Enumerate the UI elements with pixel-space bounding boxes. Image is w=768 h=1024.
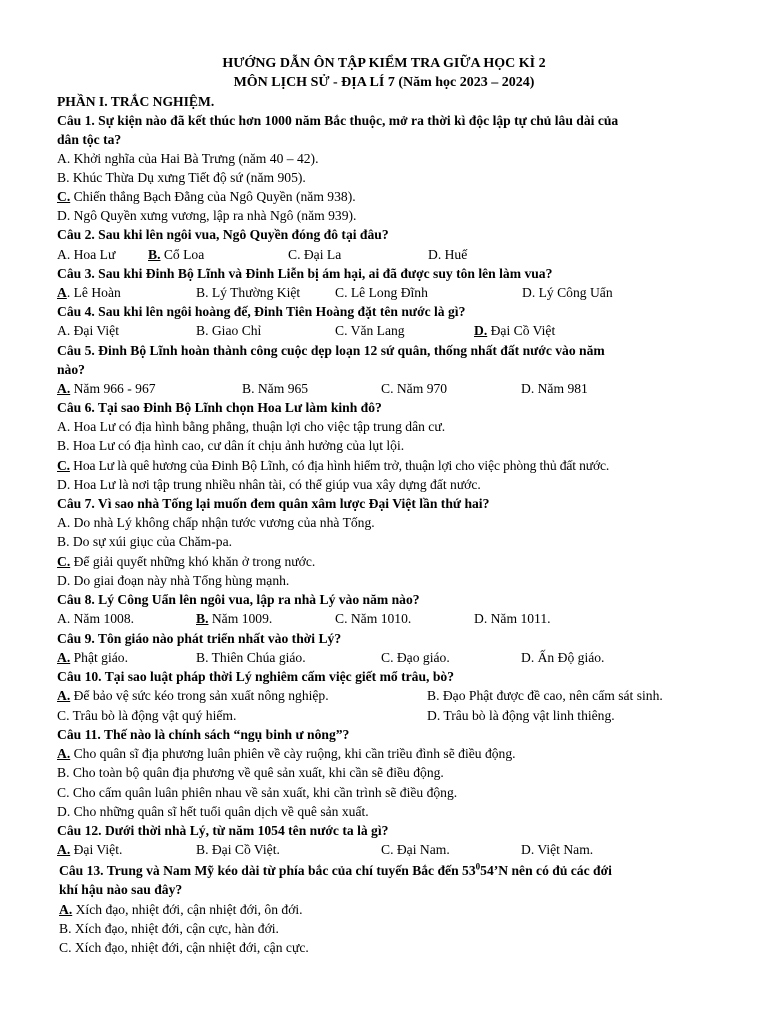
- question-8: Câu 8. Lý Công Uẩn lên ngôi vua, lập ra nhà Lý vào năm nào?: [57, 592, 420, 607]
- option-3a: A. Lê Hoàn: [57, 285, 121, 300]
- option-10a: A. Để bảo vệ sức kéo trong sản xuất nông nghiệp.: [57, 688, 329, 703]
- option-8c: C. Năm 1010.: [335, 611, 412, 626]
- option-8d: D. Năm 1011.: [474, 611, 551, 626]
- option-7b: B. Do sự xúi giục của Chăm-pa.: [57, 534, 232, 549]
- option-11b: B. Cho toàn bộ quân địa phương về quê sản xuất, khi cần sẽ điều động.: [57, 765, 444, 780]
- option-13c: C. Xích đạo, nhiệt đới, cận nhiệt đới, cận cực.: [59, 940, 309, 955]
- option-1a: A. Khởi nghĩa của Hai Bà Trưng (năm 40 – 42).: [57, 151, 319, 166]
- option-1c: C. Chiến thắng Bạch Đằng của Ngô Quyền (năm 938).: [57, 189, 356, 204]
- question-13-line-2: khí hậu nào sau đây?: [59, 882, 183, 897]
- question-13-line-1: Câu 13. Trung và Nam Mỹ kéo dài từ phía bắc của chí tuyến Bắc đến $53^054’N$ nên có đủ các đới: [59, 861, 612, 878]
- option-2d: D. Huế: [428, 247, 468, 262]
- question-2: Câu 2. Sau khi lên ngôi vua, Ngô Quyền đóng đô tại đâu?: [57, 227, 389, 242]
- option-13b: B. Xích đạo, nhiệt đới, cận cực, hàn đới.: [59, 921, 279, 936]
- option-7a: A. Do nhà Lý không chấp nhận tước vương của nhà Tống.: [57, 515, 375, 530]
- option-8b: B. Năm 1009.: [196, 611, 273, 626]
- option-7d: D. Do giai đoạn này nhà Tống hùng mạnh.: [57, 573, 290, 588]
- question-5-line-2: nào?: [57, 362, 85, 377]
- option-11c: C. Cho cấm quân luân phiên nhau về sản xuất, khi cần trình sẽ điều động.: [57, 785, 458, 800]
- option-4c: C. Văn Lang: [335, 323, 405, 338]
- option-6b: B. Hoa Lư có địa hình cao, cư dân ít chịu ảnh hưởng của lụt lội.: [57, 438, 405, 453]
- option-9b: B. Thiên Chúa giáo.: [196, 650, 306, 665]
- question-1-line-2: dân tộc ta?: [57, 132, 122, 147]
- section-heading: PHẦN I. TRẮC NGHIỆM.: [57, 94, 215, 109]
- option-12a: A. Đại Việt.: [57, 842, 123, 857]
- option-1b: B. Khúc Thừa Dụ xưng Tiết độ sứ (năm 905).: [57, 170, 306, 185]
- option-7c: C. Để giải quyết những khó khăn ở trong nước.: [57, 554, 316, 569]
- question-5-line-1: Câu 5. Đinh Bộ Lĩnh hoàn thành công cuộc dẹp loạn 12 sứ quân, thống nhất đất nước vào năm: [57, 343, 605, 358]
- option-5d: D. Năm 981: [521, 381, 588, 396]
- option-4d: D. Đại Cồ Việt: [474, 323, 556, 338]
- question-9: Câu 9. Tôn giáo nào phát triển nhất vào thời Lý?: [57, 631, 342, 646]
- option-6c: C. Hoa Lư là quê hương của Đinh Bộ Lĩnh, có địa hình hiểm trở, thuận lợi cho việc phòng thủ đất nước.: [57, 458, 610, 473]
- option-13a: A. Xích đạo, nhiệt đới, cận nhiệt đới, ôn đới.: [59, 902, 303, 917]
- option-5c: C. Năm 970: [381, 381, 448, 396]
- question-7: Câu 7. Vì sao nhà Tống lại muốn đem quân xâm lược Đại Việt lần thứ hai?: [57, 496, 490, 511]
- option-2c: C. Đại La: [288, 247, 342, 262]
- option-10c: C. Trâu bò là động vật quý hiếm.: [57, 708, 237, 723]
- question-3: Câu 3. Sau khi Đinh Bộ Lĩnh và Đinh Liễn bị ám hại, ai đã được suy tôn lên làm vua?: [57, 266, 553, 281]
- option-5b: B. Năm 965: [242, 381, 309, 396]
- option-9c: C. Đạo giáo.: [381, 650, 450, 665]
- option-11d: D. Cho những quân sĩ hết tuổi quân dịch về quê sản xuất.: [57, 804, 369, 819]
- option-3d: D. Lý Công Uẩn: [522, 285, 613, 300]
- option-10d: D. Trâu bò là động vật linh thiêng.: [427, 708, 615, 723]
- option-11a: A. Cho quân sĩ địa phương luân phiên về cày ruộng, khi cần triều đình sẽ điều động.: [57, 746, 516, 761]
- option-4b: B. Giao Chỉ: [196, 323, 262, 338]
- option-9d: D. Ấn Độ giáo.: [521, 650, 605, 665]
- question-11: Câu 11. Thế nào là chính sách “ngụ binh ư nông”?: [57, 727, 350, 742]
- question-10: Câu 10. Tại sao luật pháp thời Lý nghiêm cấm việc giết mổ trâu, bò?: [57, 669, 454, 684]
- option-6a: A. Hoa Lư có địa hình bằng phẳng, thuận lợi cho việc tập trung dân cư.: [57, 419, 446, 434]
- doc-subtitle: MÔN LỊCH SỬ - ĐỊA LÍ 7 (Năm học 2023 – 2024): [233, 75, 535, 90]
- option-12b: B. Đại Cồ Việt.: [196, 842, 280, 857]
- option-9a: A. Phật giáo.: [57, 650, 128, 665]
- question-4: Câu 4. Sau khi lên ngôi hoàng đế, Đinh Tiên Hoàng đặt tên nước là gì?: [57, 304, 466, 319]
- option-2b: B. Cổ Loa: [148, 247, 205, 262]
- option-10b: B. Đạo Phật được đề cao, nên cấm sát sinh.: [427, 688, 663, 703]
- question-6: Câu 6. Tại sao Đinh Bộ Lĩnh chọn Hoa Lư làm kinh đô?: [57, 400, 382, 415]
- option-5a: A. Năm 966 - 967: [57, 381, 156, 396]
- question-1-line-1: Câu 1. Sự kiện nào đã kết thúc hơn 1000 năm Bắc thuộc, mở ra thời kì độc lập tự chủ lâu dài của: [57, 113, 619, 128]
- doc-title: HƯỚNG DẪN ÔN TẬP KIỂM TRA GIỮA HỌC KÌ 2: [222, 56, 546, 71]
- option-4a: A. Đại Việt: [57, 323, 119, 338]
- option-8a: A. Năm 1008.: [57, 611, 135, 626]
- question-12: Câu 12. Dưới thời nhà Lý, từ năm 1054 tên nước ta là gì?: [57, 823, 389, 838]
- option-2a: A. Hoa Lư: [57, 247, 116, 262]
- option-1d: D. Ngô Quyền xưng vương, lập ra nhà Ngô (năm 939).: [57, 208, 357, 223]
- option-3b: B. Lý Thường Kiệt: [196, 285, 301, 300]
- option-6d: D. Hoa Lư là nơi tập trung nhiều nhân tài, có thể giúp vua xây dựng đất nước.: [57, 477, 481, 492]
- option-3c: C. Lê Long Đĩnh: [335, 285, 428, 300]
- option-12d: D. Việt Nam.: [521, 842, 594, 857]
- option-12c: C. Đại Nam.: [381, 842, 450, 857]
